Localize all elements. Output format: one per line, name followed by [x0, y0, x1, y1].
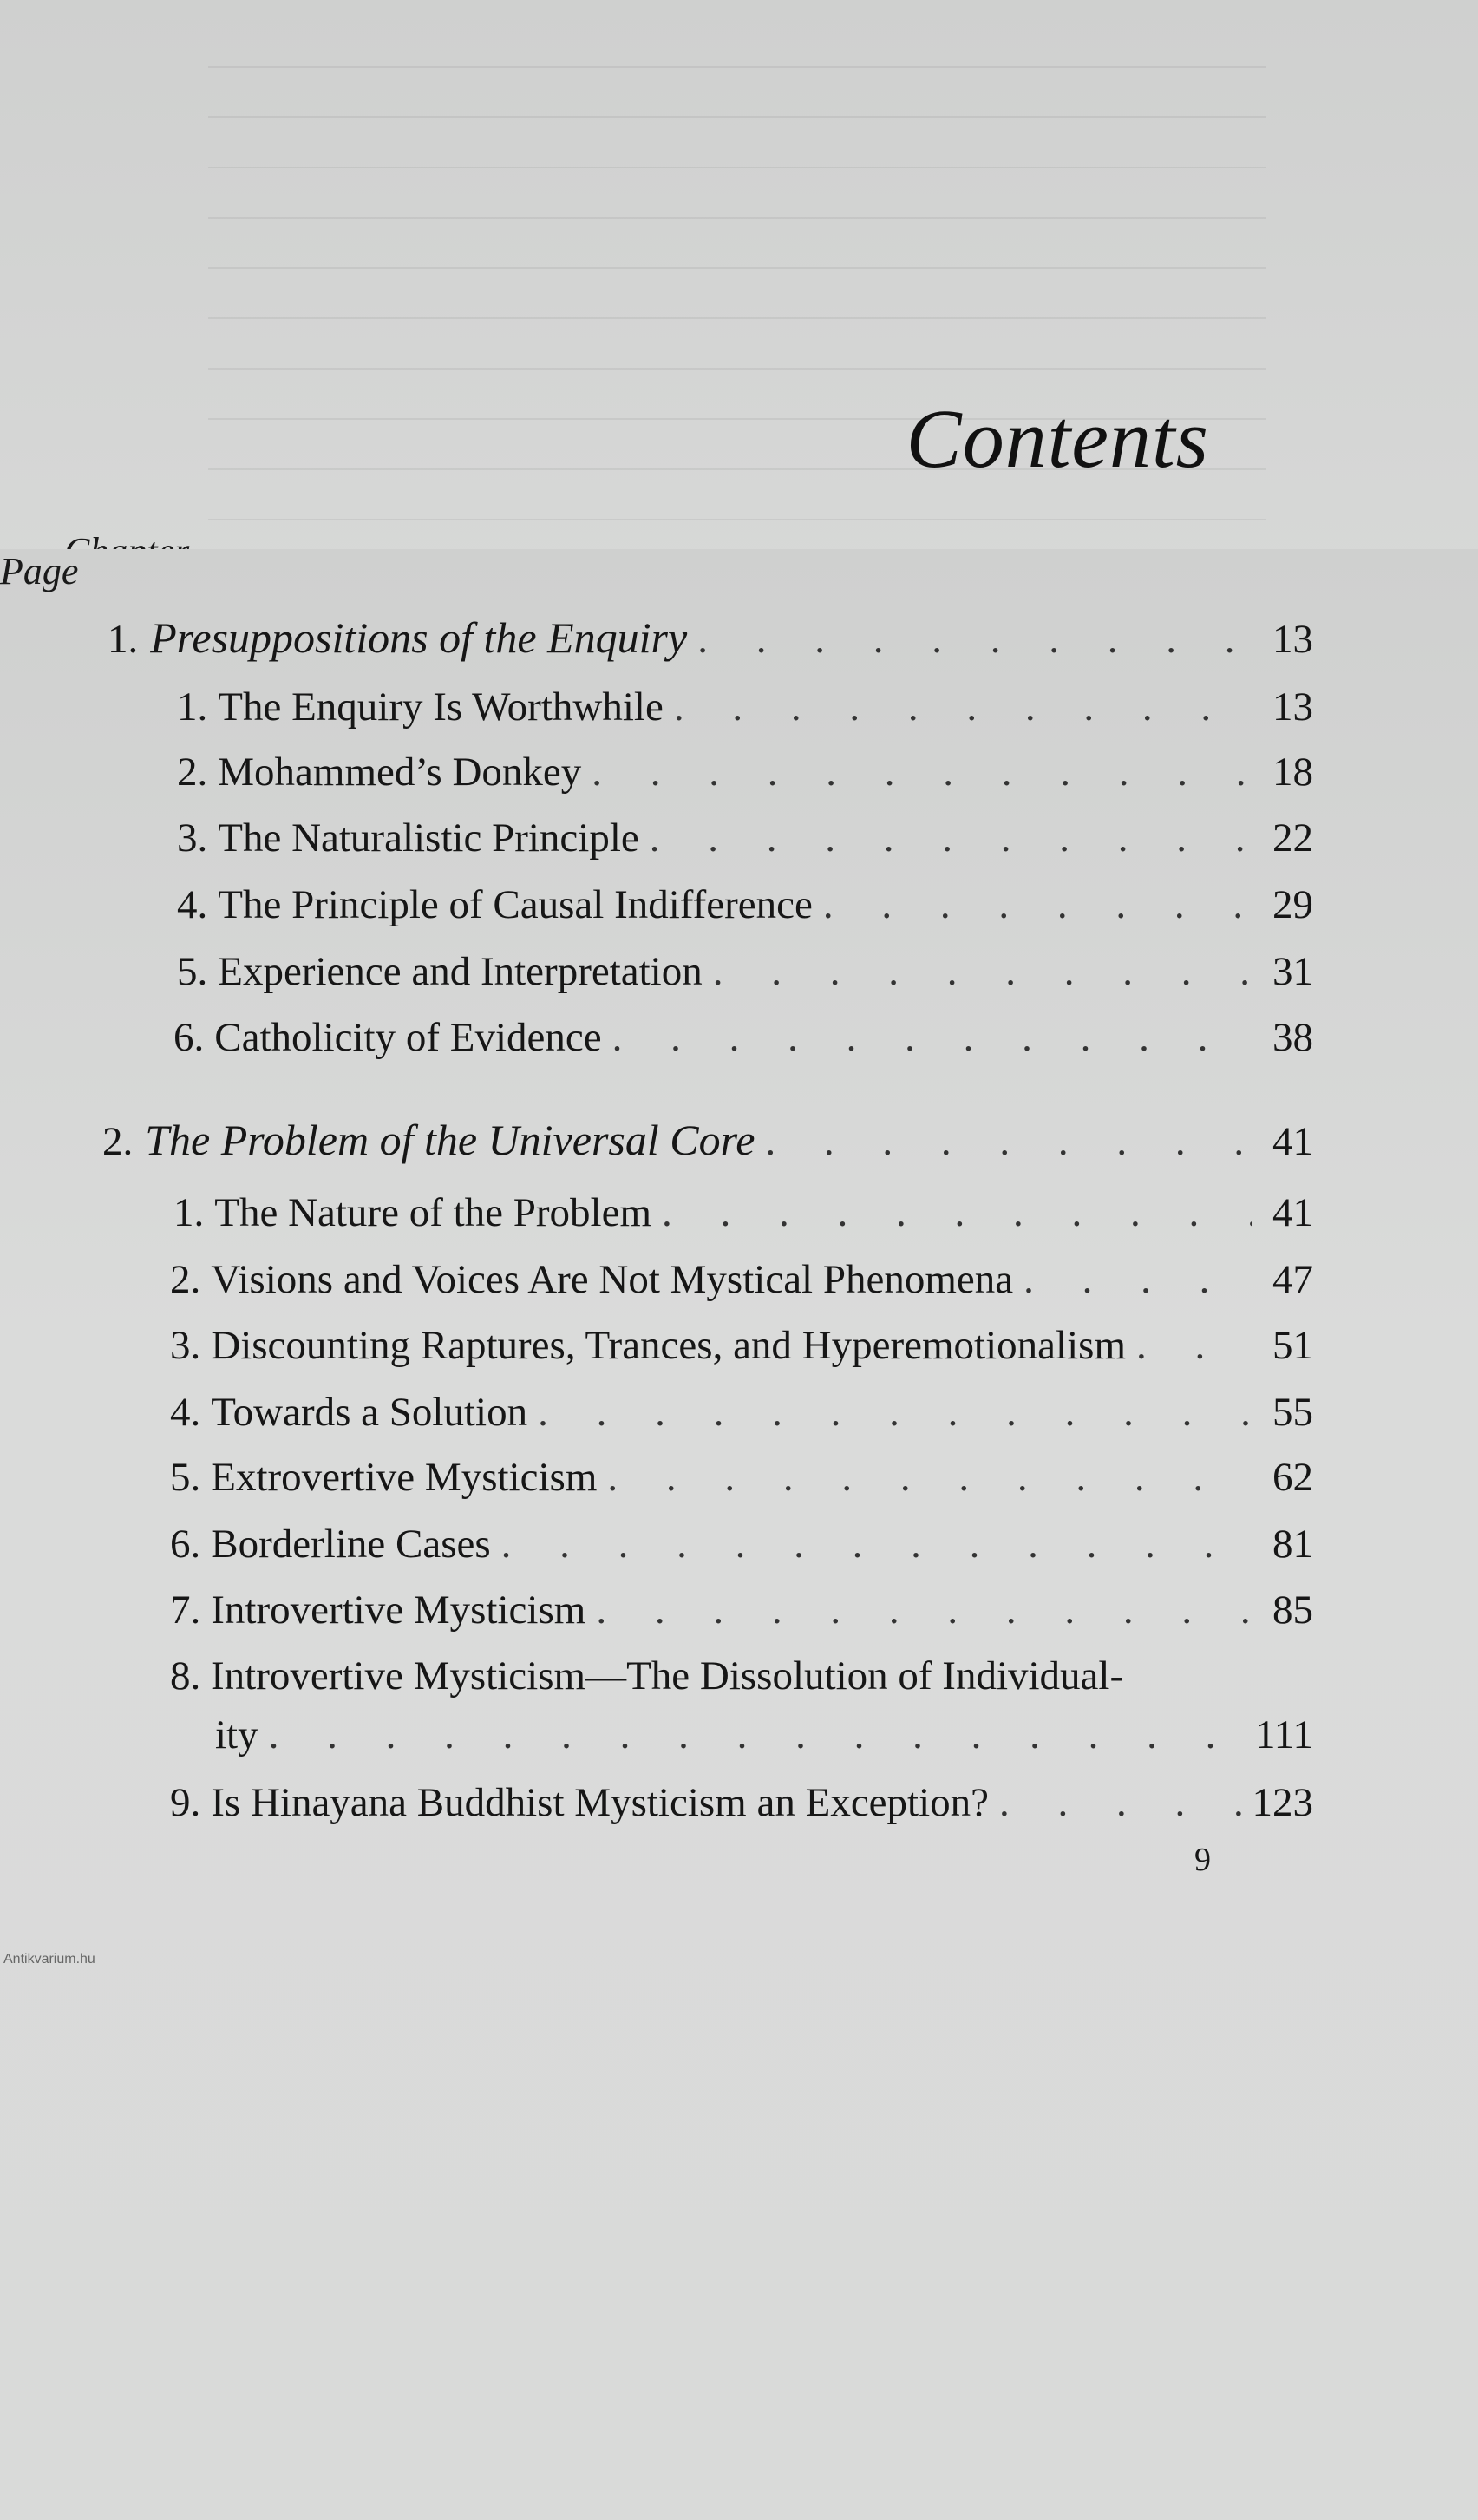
section-number: 3.: [177, 815, 208, 861]
page-number: 111: [1254, 1712, 1313, 1757]
section-title: The Principle of Causal Indifference: [218, 882, 813, 927]
dot-leader: [674, 681, 1252, 733]
page-number: 38: [1272, 1015, 1313, 1060]
chapter-number: 1.: [108, 617, 139, 662]
page-number: 13: [1272, 617, 1313, 662]
page-number: 55: [1272, 1390, 1313, 1435]
section-number: 5.: [170, 1455, 201, 1500]
dot-leader: [592, 746, 1252, 798]
section-entry: [170, 1253, 1313, 1306]
section-title: Is Hinayana Buddhist Mysticism an Exception?: [211, 1780, 990, 1825]
chapter-entry: [108, 612, 1313, 665]
section-entry-continuation: [215, 1709, 1313, 1761]
dot-leader: [538, 1386, 1252, 1438]
section-entry: [177, 879, 1313, 931]
section-entry: [170, 1386, 1313, 1438]
section-entry: [170, 1518, 1313, 1570]
section-entry: [170, 1777, 1313, 1829]
page-number: 18: [1272, 749, 1313, 795]
page-number: 123: [1252, 1780, 1313, 1825]
page-number: 22: [1272, 815, 1313, 861]
section-title: Discounting Raptures, Trances, and Hyperemotionalism: [211, 1323, 1126, 1368]
section-entry: [177, 746, 1313, 798]
chapter-title: The Problem of the Universal Core: [145, 1116, 755, 1164]
section-entry: [170, 1451, 1313, 1503]
dot-leader: [662, 1187, 1252, 1239]
dot-leader: [1136, 1319, 1252, 1371]
section-entry: [177, 946, 1313, 998]
page-number: 13: [1272, 684, 1313, 730]
page-number: 41: [1272, 1119, 1313, 1164]
dot-leader: [1023, 1253, 1252, 1306]
section-number: 3.: [170, 1323, 201, 1368]
section-entry: [170, 1584, 1313, 1636]
section-number: 4.: [170, 1390, 201, 1435]
section-number: 5.: [177, 949, 208, 994]
dot-leader: [697, 613, 1252, 665]
section-title: Towards a Solution: [211, 1390, 528, 1435]
section-number: 7.: [170, 1587, 201, 1633]
dot-leader: [765, 1116, 1252, 1168]
page-number: 47: [1272, 1257, 1313, 1302]
section-entry: [173, 1011, 1313, 1064]
section-title: Experience and Interpretation: [218, 949, 703, 994]
page-number: 31: [1272, 949, 1313, 994]
section-number: 8.: [170, 1653, 201, 1699]
section-title: Visions and Voices Are Not Mystical Phenomena: [211, 1257, 1014, 1302]
section-entry-first-line: [170, 1650, 1123, 1702]
chapter-number: 2.: [102, 1119, 134, 1164]
section-entry: [177, 681, 1313, 733]
section-number: 2.: [170, 1257, 201, 1302]
dot-leader: [269, 1709, 1246, 1761]
page-number: 85: [1272, 1587, 1313, 1633]
dot-leader: [650, 812, 1252, 864]
section-title: The Naturalistic Principle: [218, 815, 639, 861]
dot-leader: [823, 879, 1252, 931]
page-number: 29: [1272, 882, 1313, 927]
dot-leader: [999, 1777, 1243, 1829]
section-entry: [170, 1319, 1313, 1371]
section-title: Extrovertive Mysticism: [211, 1455, 598, 1500]
dot-leader: [612, 1011, 1252, 1064]
section-title: The Nature of the Problem: [214, 1190, 652, 1235]
page-title: Contents: [906, 392, 1209, 485]
page-column-label: Page: [0, 549, 1478, 2520]
section-number: 4.: [177, 882, 208, 927]
section-title: Catholicity of Evidence: [214, 1015, 602, 1060]
section-title: Borderline Cases: [211, 1522, 491, 1567]
section-entry: [177, 812, 1313, 864]
section-title: Introvertive Mysticism—The Dissolution of Individual-: [211, 1653, 1124, 1699]
section-number: 1.: [177, 684, 208, 730]
page-number: 41: [1272, 1190, 1313, 1235]
dot-leader: [607, 1451, 1252, 1503]
section-title-continuation: ity: [215, 1712, 258, 1757]
page-number: 62: [1272, 1455, 1313, 1500]
section-number: 2.: [177, 749, 208, 795]
dot-leader: [713, 946, 1252, 998]
dot-leader: [596, 1584, 1252, 1636]
section-title: Introvertive Mysticism: [211, 1587, 586, 1633]
dot-leader: [501, 1518, 1252, 1570]
section-number: 6.: [173, 1015, 205, 1060]
watermark: Antikvarium.hu: [3, 1952, 95, 1967]
chapter-title: Presuppositions of the Enquiry: [150, 613, 688, 662]
section-number: 6.: [170, 1522, 201, 1567]
section-title: The Enquiry Is Worthwhile: [218, 684, 664, 730]
page-folio: 9: [1194, 1842, 1211, 1878]
page-number: 51: [1272, 1323, 1313, 1368]
chapter-entry: [102, 1114, 1313, 1168]
section-number: 9.: [170, 1780, 201, 1825]
section-entry: [173, 1187, 1313, 1239]
page-number: 81: [1272, 1522, 1313, 1567]
section-number: 1.: [173, 1190, 205, 1235]
section-title: Mohammed’s Donkey: [218, 749, 582, 795]
